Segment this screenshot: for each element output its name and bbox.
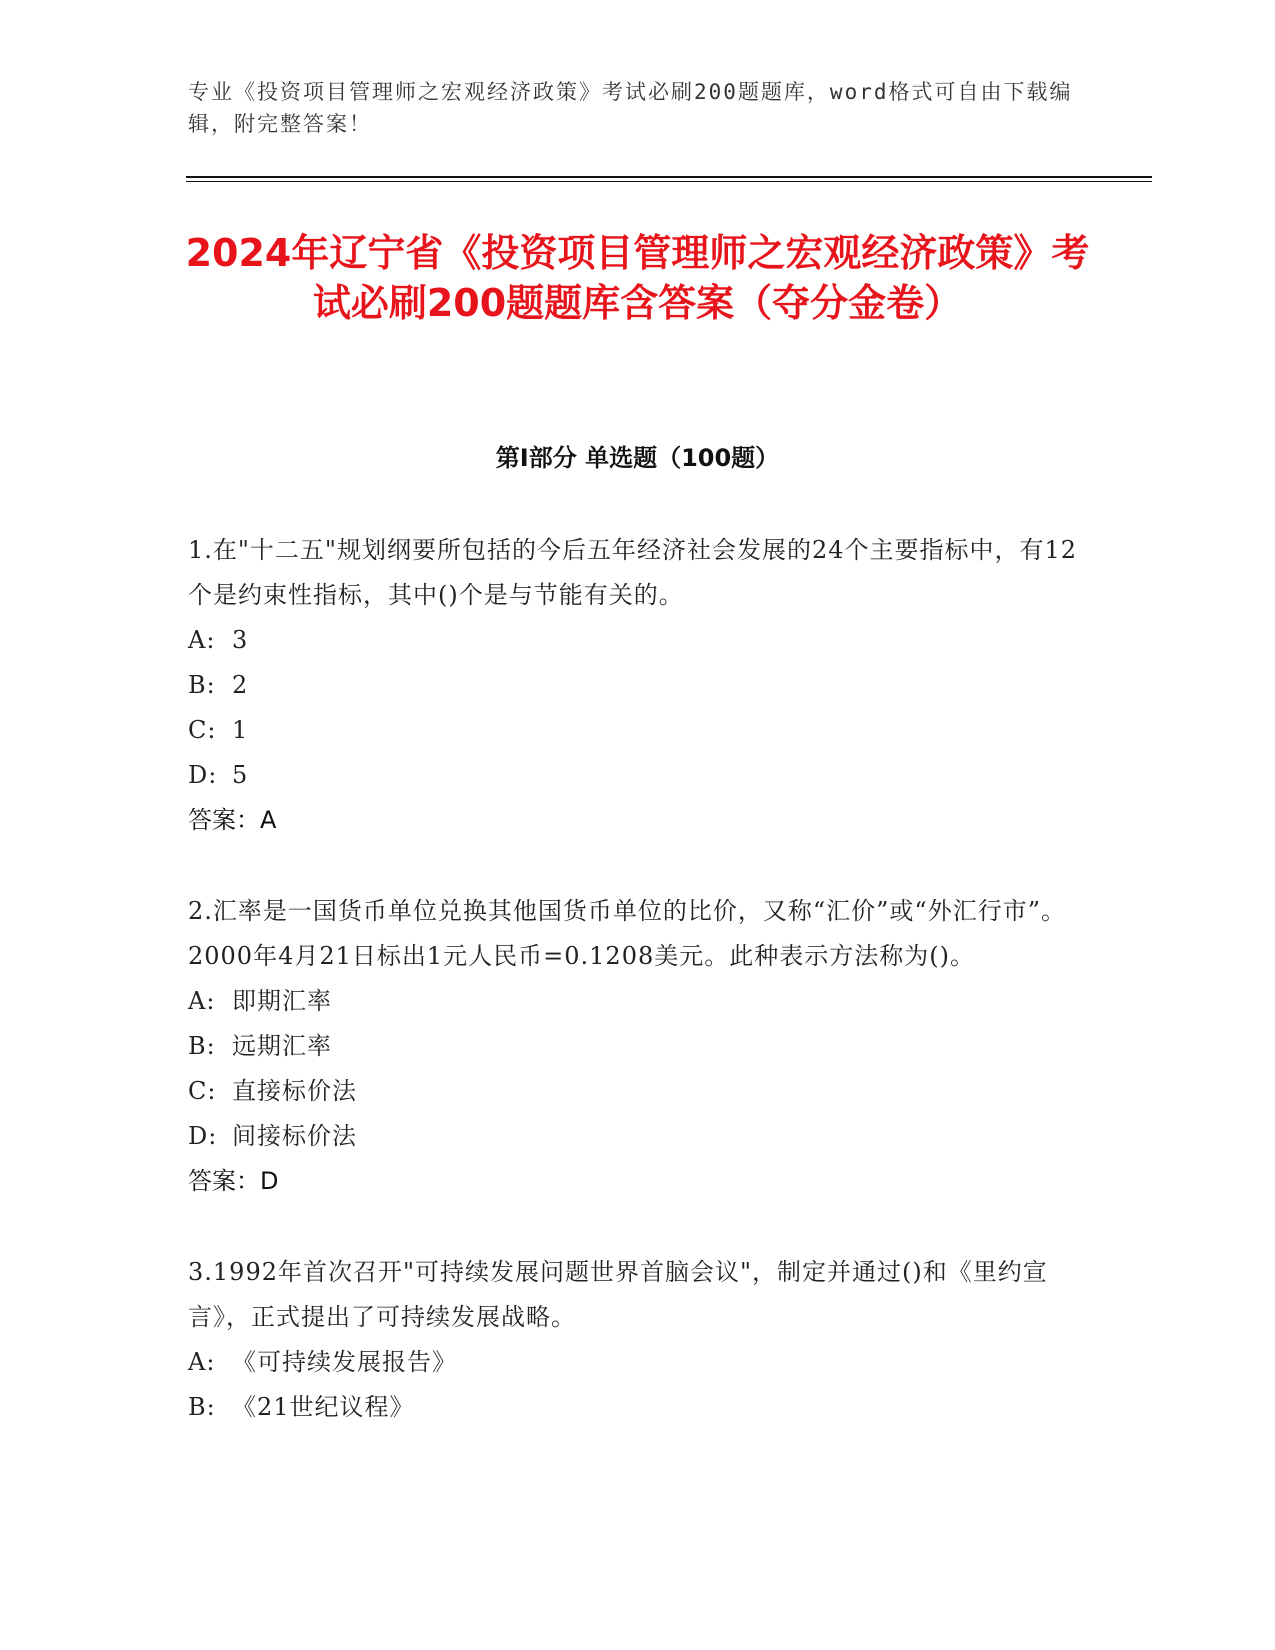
option-text: 即期汇率 xyxy=(232,987,332,1015)
option-a xyxy=(188,979,1088,1024)
answer: 答案：A xyxy=(188,806,277,834)
option-a xyxy=(188,1340,1088,1385)
option-d xyxy=(188,1114,1088,1159)
option-letter: A: xyxy=(188,626,216,654)
option-text: 3 xyxy=(232,626,249,654)
option-letter: C: xyxy=(188,716,217,744)
option-text: 直接标价法 xyxy=(232,1077,357,1105)
question-stem: 1.在"十二五"规划纲要所包括的今后五年经济社会发展的24个主要指标中，有12个是约束性指标，其中()个是与节能有关的。 xyxy=(188,536,1078,609)
question-stem: 2.汇率是一国货币单位兑换其他国货币单位的比价，又称“汇价”或“外汇行市”。2000年4月21日标出1元人民币=0.1208美元。此种表示方法称为()。 xyxy=(188,897,1066,970)
option-text: 间接标价法 xyxy=(232,1122,357,1150)
answer: 答案：D xyxy=(188,1167,279,1195)
option-letter: A: xyxy=(188,1348,216,1376)
option-text: 《21世纪议程》 xyxy=(232,1393,415,1421)
header-note: 专业《投资项目管理师之宏观经济政策》考试必刷200题题库，word格式可自由下载编辑，附完整答案！ xyxy=(188,80,1073,136)
option-a xyxy=(188,618,1088,663)
option-letter: D: xyxy=(188,1122,218,1150)
document-title: 2024年辽宁省《投资项目管理师之宏观经济政策》考试必刷200题题库含答案（夺分金卷） xyxy=(185,231,1090,325)
option-text: 1 xyxy=(232,716,249,744)
option-b xyxy=(188,1385,1088,1430)
option-c xyxy=(188,708,1088,753)
question-item xyxy=(188,889,1088,1204)
option-text: 《可持续发展报告》 xyxy=(232,1348,457,1376)
option-letter: B: xyxy=(188,671,216,699)
option-text: 2 xyxy=(232,671,249,699)
question-list xyxy=(188,528,1088,1476)
question-stem: 3.1992年首次召开"可持续发展问题世界首脑会议"，制定并通过()和《里约宣言》，正式提出了可持续发展战略。 xyxy=(188,1258,1048,1331)
option-text: 5 xyxy=(232,761,249,789)
option-c xyxy=(188,1069,1088,1114)
option-letter: B: xyxy=(188,1032,216,1060)
option-letter: A: xyxy=(188,987,216,1015)
option-b xyxy=(188,1024,1088,1069)
option-letter: B: xyxy=(188,1393,216,1421)
section-title: 第I部分 单选题（100题） xyxy=(495,444,780,472)
option-letter: C: xyxy=(188,1077,217,1105)
option-text: 远期汇率 xyxy=(232,1032,332,1060)
question-item xyxy=(188,528,1088,843)
header-divider-thin xyxy=(186,181,1152,182)
option-d xyxy=(188,753,1088,798)
option-b xyxy=(188,663,1088,708)
header-divider xyxy=(186,176,1152,178)
question-item xyxy=(188,1250,1088,1430)
option-letter: D: xyxy=(188,761,218,789)
